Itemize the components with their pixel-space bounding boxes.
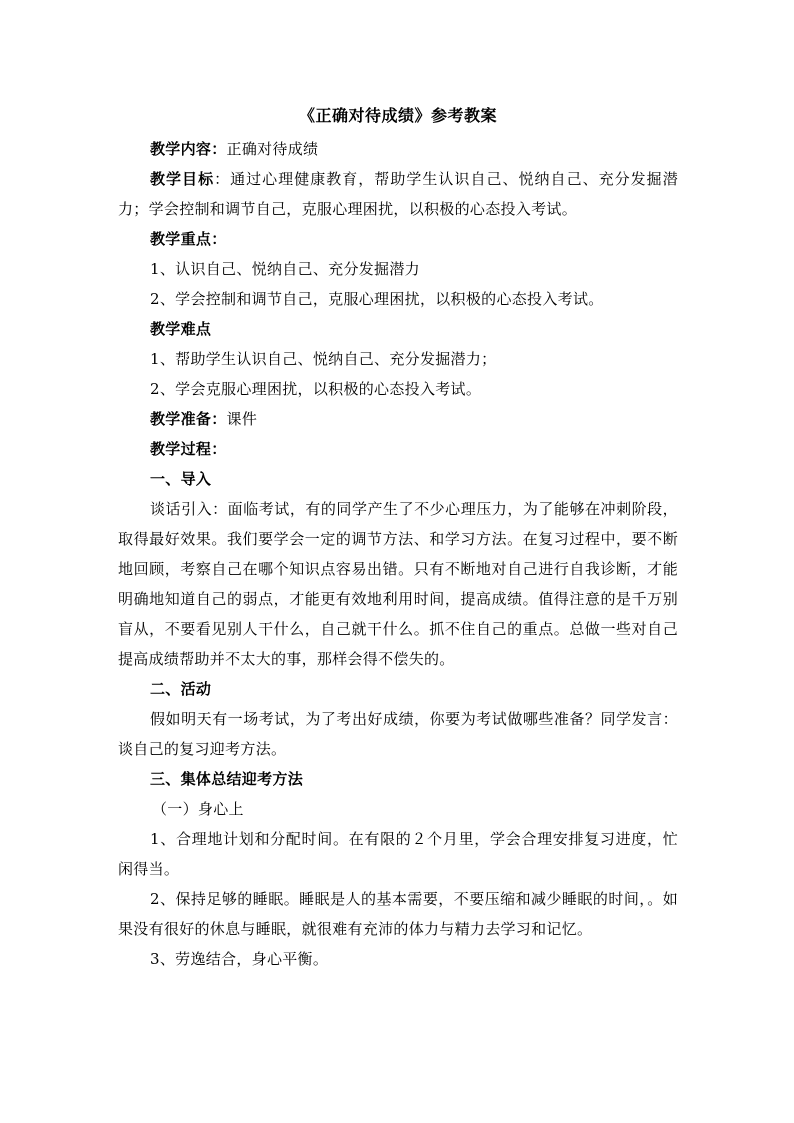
process-heading: 教学过程： <box>150 440 227 458</box>
section3-item: 2、保持足够的睡眠。睡眠是人的基本需要，不要压缩和减少睡眠的时间，。如果没有很好的休息与睡眠，就很难有充沛的体力与精力去学习和记忆。 <box>118 890 678 938</box>
teaching-prep <box>118 404 678 434</box>
section3-heading: 三、集体总结迎考方法 <box>150 770 304 788</box>
document-title: 《正确对待成绩》参考教案 <box>298 106 497 125</box>
teaching-prep-label: 教学准备： <box>150 410 227 428</box>
teaching-goal-value: ：通过心理健康教育，帮助学生认识自己、悦纳自己、充分发掘潜力；学会控制和调节自己，克服心理困扰，以积极的心态投入考试。 <box>118 170 679 218</box>
keypoints-heading: 教学重点： <box>150 230 227 248</box>
difficulty-item: 1、帮助学生认识自己、悦纳自己、充分发掘潜力； <box>150 350 497 368</box>
keypoint-item: 2、学会控制和调节自己，克服心理困扰，以积极的心态投入考试。 <box>150 290 604 308</box>
section1-heading: 一、导入 <box>150 470 212 488</box>
section3-item: 1、合理地计划和分配时间。在有限的２个月里，学会合理安排复习进度，忙闲得当。 <box>118 830 678 878</box>
teaching-content-label: 教学内容： <box>150 140 227 158</box>
difficulty-item: 2、学会克服心理困扰，以积极的心态投入考试。 <box>150 380 482 398</box>
difficulties-heading: 教学难点 <box>150 320 212 338</box>
section1-text: 谈话引入：面临考试，有的同学产生了不少心理压力，为了能够在冲刺阶段，取得最好效果。我们要学会一定的调节方法、和学习方法。在复习过程中，要不断地回顾，考察自己在哪个知识点容易出错。只有不断地对自己进行自我诊断，才能明确地知道自己的弱点，才能更有效地利用时间，提高成绩。值得注意的是千万别盲从，不要看见别人干什么，自己就干什么。抓不住自己的重点。总做一些对自己提高成绩帮助并不太大的事，那样会得不偿失的。 <box>118 500 678 668</box>
teaching-goal <box>118 164 678 224</box>
section2-text: 假如明天有一场考试，为了考出好成绩，你要为考试做哪些准备？同学发言：谈自己的复习迎考方法。 <box>118 710 678 758</box>
document-page <box>118 102 678 974</box>
keypoint-item: 1、认识自己、悦纳自己、充分发掘潜力 <box>150 260 420 278</box>
teaching-content <box>118 134 678 164</box>
section2-heading: 二、活动 <box>150 680 212 698</box>
section3-item: 3、劳逸结合，身心平衡。 <box>150 950 329 968</box>
teaching-goal-label: 教学目标 <box>150 170 215 188</box>
teaching-content-value: 正确对待成绩 <box>226 140 319 158</box>
teaching-prep-value: 课件 <box>226 410 258 428</box>
section3-subheading: （一）身心上 <box>152 800 244 818</box>
